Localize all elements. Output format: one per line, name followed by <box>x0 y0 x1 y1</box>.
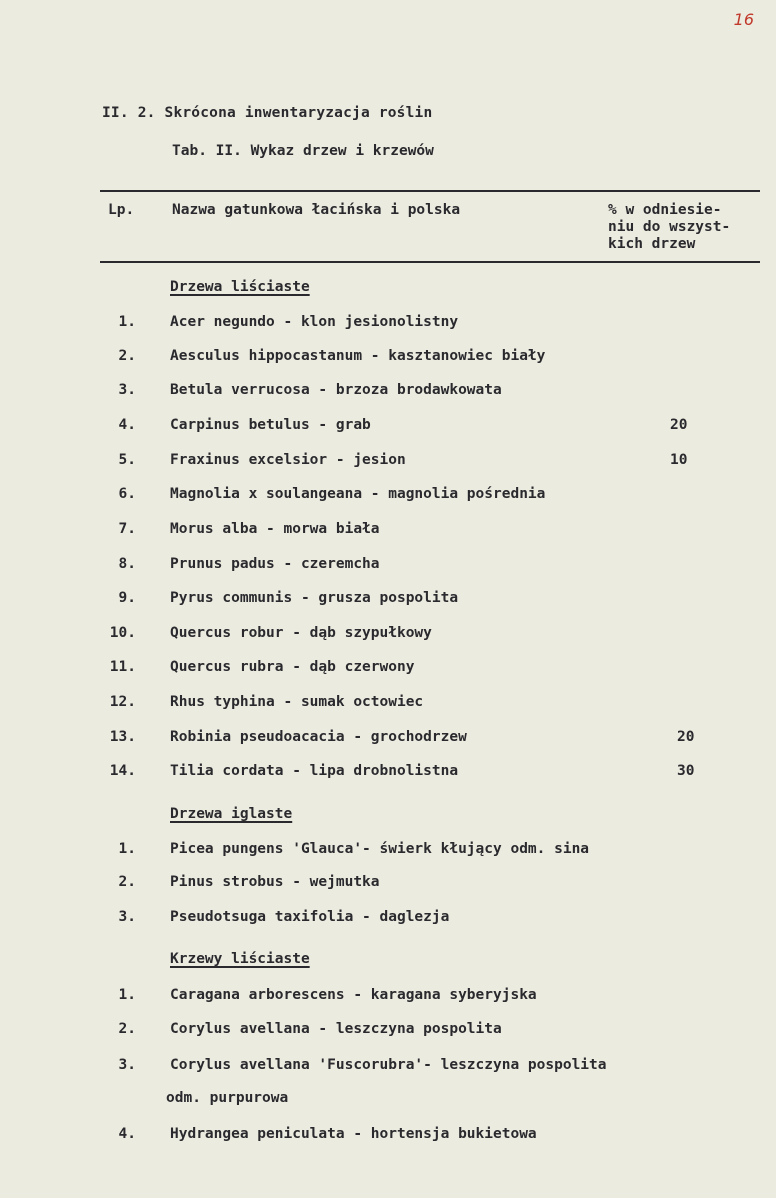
species-name: Robinia pseudoacacia - grochodrzew <box>170 729 467 745</box>
row-number: 3. <box>118 909 136 925</box>
column-header-percent <box>608 202 758 253</box>
row-number: 11. <box>109 659 136 675</box>
species-name: Prunus padus - czeremcha <box>170 556 380 572</box>
table-row <box>0 659 776 681</box>
row-number: 3. <box>118 1057 136 1073</box>
row-number: 1. <box>118 841 136 857</box>
species-name: Carpinus betulus - grab <box>170 417 371 433</box>
species-name: Magnolia x soulangeana - magnolia pośrednia <box>170 486 546 502</box>
column-header-percent-line2: niu do wszyst- <box>608 219 731 235</box>
table-row <box>0 521 776 543</box>
species-name: Quercus rubra - dąb czerwony <box>170 659 415 675</box>
row-number: 4. <box>118 1126 136 1142</box>
row-number: 14. <box>109 763 136 779</box>
row-number: 6. <box>118 486 136 502</box>
row-number: 4. <box>118 417 136 433</box>
row-number: 2. <box>118 874 136 890</box>
table-row <box>0 987 776 1009</box>
table-row <box>0 909 776 931</box>
row-number: 8. <box>118 556 136 572</box>
table-row <box>0 763 776 785</box>
section-title-deciduous-trees: Drzewa liściaste <box>170 279 310 295</box>
row-number: 1. <box>118 987 136 1003</box>
table-header-rule <box>100 261 760 263</box>
column-header-lp: Lp. <box>108 202 135 218</box>
row-number: 9. <box>118 590 136 606</box>
species-name: Corylus avellana - leszczyna pospolita <box>170 1021 502 1037</box>
column-header-name: Nazwa gatunkowa łacińska i polska <box>172 202 461 218</box>
table-top-rule <box>100 190 760 192</box>
row-number: 2. <box>118 348 136 364</box>
species-name: Hydrangea peniculata - hortensja bukietowa <box>170 1126 537 1142</box>
species-name: Aesculus hippocastanum - kasztanowiec biały <box>170 348 546 364</box>
table-caption: Tab. II. Wykaz drzew i krzewów <box>172 143 434 159</box>
row-number: 7. <box>118 521 136 537</box>
row-number: 1. <box>118 314 136 330</box>
species-name: Fraxinus excelsior - jesion <box>170 452 406 468</box>
column-header-percent-line3: kich drzew <box>608 236 696 252</box>
species-name: Corylus avellana 'Fuscorubra'- leszczyna pospolita <box>170 1057 607 1073</box>
table-row <box>0 486 776 508</box>
table-row <box>0 874 776 896</box>
percent-value: 10 <box>670 452 688 468</box>
species-name: Quercus robur - dąb szypułkowy <box>170 625 432 641</box>
species-name-continuation: odm. purpurowa <box>166 1090 289 1106</box>
row-number: 10. <box>109 625 136 641</box>
table-row <box>0 382 776 404</box>
table-row <box>0 452 776 474</box>
percent-value: 20 <box>670 417 688 433</box>
species-name: Caragana arborescens - karagana syberyjska <box>170 987 537 1003</box>
percent-value: 20 <box>677 729 695 745</box>
table-row <box>0 590 776 612</box>
row-number: 13. <box>109 729 136 745</box>
species-name: Picea pungens 'Glauca'- świerk kłujący odm. sina <box>170 841 590 857</box>
table-row <box>0 556 776 578</box>
species-name: Tilia cordata - lipa drobnolistna <box>170 763 459 779</box>
table-row <box>0 417 776 439</box>
row-number: 12. <box>109 694 136 710</box>
section-heading: II. 2. Skrócona inwentaryzacja roślin <box>102 105 433 121</box>
species-name: Betula verrucosa - brzoza brodawkowata <box>170 382 502 398</box>
table-row <box>0 625 776 647</box>
species-name: Pyrus communis - grusza pospolita <box>170 590 459 606</box>
table-row <box>0 841 776 863</box>
species-name: Pseudotsuga taxifolia - daglezja <box>170 909 450 925</box>
table-row <box>0 1126 776 1148</box>
table-row <box>0 348 776 370</box>
row-number: 5. <box>118 452 136 468</box>
species-name: Pinus strobus - wejmutka <box>170 874 380 890</box>
species-name: Morus alba - morwa biała <box>170 521 380 537</box>
table-row <box>0 1021 776 1043</box>
percent-value: 30 <box>677 763 695 779</box>
page-number: 16 <box>733 10 754 29</box>
row-number: 3. <box>118 382 136 398</box>
row-number: 2. <box>118 1021 136 1037</box>
table-row <box>0 694 776 716</box>
table-row <box>0 314 776 336</box>
section-title-conifers: Drzewa iglaste <box>170 806 293 822</box>
column-header-percent-line1: % w odniesie- <box>608 202 722 218</box>
section-title-shrubs: Krzewy liściaste <box>170 951 310 967</box>
species-name: Acer negundo - klon jesionolistny <box>170 314 459 330</box>
species-name: Rhus typhina - sumak octowiec <box>170 694 424 710</box>
table-row <box>0 729 776 751</box>
table-row <box>0 1057 776 1079</box>
